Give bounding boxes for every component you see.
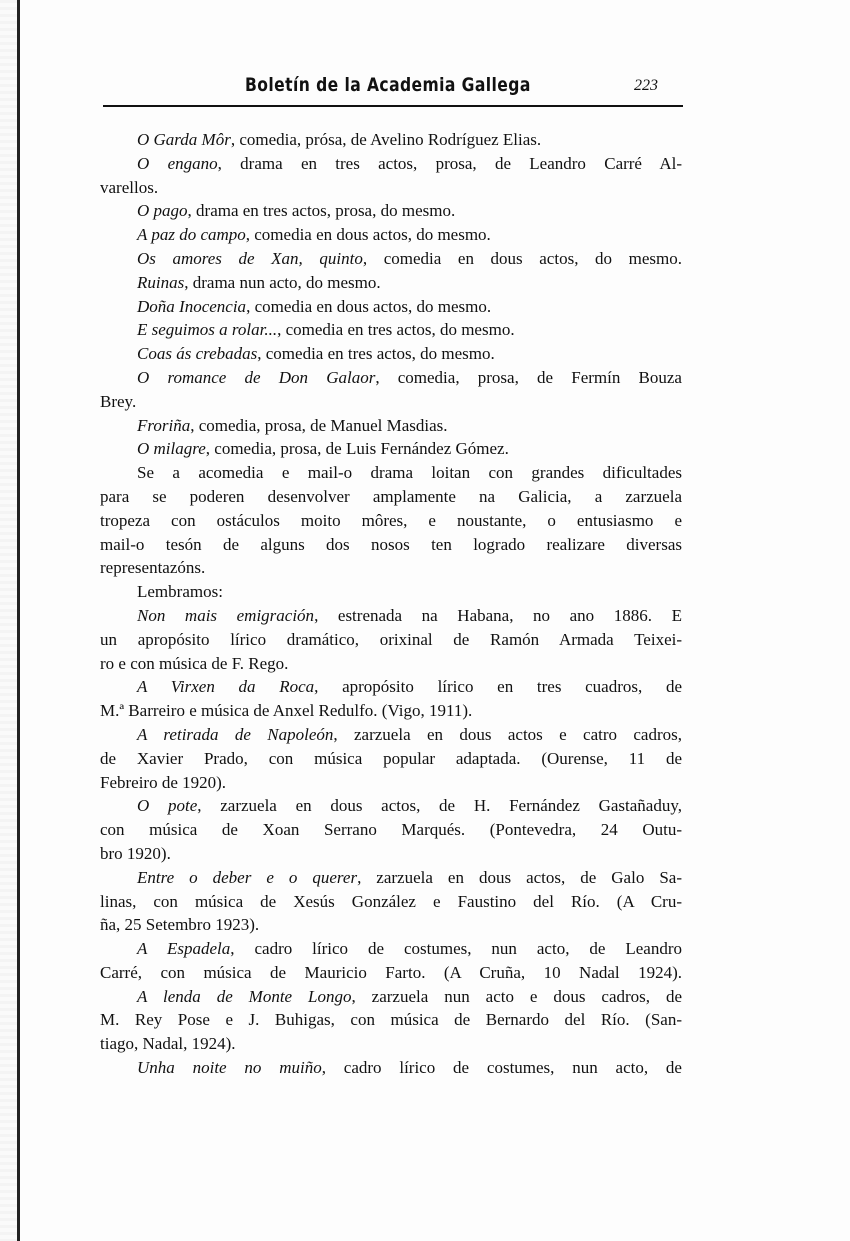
line-text: , comedia en tres actos, do mesmo. — [257, 344, 495, 364]
line-text: Febreiro de 1920). — [100, 772, 227, 792]
line-text: tropeza con ostáculos moito môres, e noustante, o entusiasmo e — [100, 510, 682, 530]
page-number: 223 — [634, 77, 658, 94]
text-line — [100, 628, 682, 652]
text-line — [100, 414, 682, 438]
text-line — [100, 985, 682, 1009]
line-text: , cadro lírico de costumes, nun acto, de — [321, 1058, 682, 1078]
line-text: bro 1920). — [100, 843, 171, 863]
line-text: linas, con música de Xesús González e Faustino del Río. (A Cru- — [100, 891, 682, 911]
text-line — [100, 723, 682, 747]
work-title: E seguimos a rolar... — [137, 320, 278, 340]
text-line — [100, 675, 682, 699]
line-text: tiago, Nadal, 1924). — [100, 1034, 236, 1054]
work-title: Os amores de Xan, quinto — [137, 248, 363, 268]
text-line — [100, 152, 682, 176]
line-text: M. Rey Pose e J. Buhigas, con música de Bernardo del Río. (San- — [100, 1010, 682, 1030]
text-line — [100, 128, 682, 152]
line-text: , comedia en dous actos, do mesmo. — [245, 225, 491, 245]
work-title: Entre o deber e o querer — [137, 867, 358, 887]
text-line — [100, 271, 682, 295]
work-title: A paz do campo — [137, 225, 246, 245]
text-line — [100, 509, 682, 533]
text-line — [100, 604, 682, 628]
line-text: , drama en tres actos, prosa, de Leandro Carré Al- — [217, 153, 682, 173]
line-text: , drama nun acto, do mesmo. — [184, 272, 381, 292]
line-text: de Xavier Prado, con música popular adaptada. (Ourense, 11 de — [100, 748, 682, 768]
work-title: Doña Inocencia — [137, 296, 247, 316]
text-line — [100, 366, 682, 390]
body-text — [100, 128, 682, 1080]
text-line — [100, 890, 682, 914]
work-title: A Espadela — [137, 939, 231, 959]
line-text: , comedia, prosa, de Fermín Bouza — [375, 367, 682, 387]
line-text: , cadro lírico de costumes, nun acto, de Leandro — [230, 939, 682, 959]
line-text: mail-o tesón de alguns dos nosos ten logrado realizare diversas — [100, 534, 682, 554]
text-line — [100, 1056, 682, 1080]
work-title: Coas ás crebadas — [137, 344, 258, 364]
text-line — [100, 223, 682, 247]
line-text: varellos. — [100, 177, 159, 197]
line-text: Brey. — [100, 391, 137, 411]
text-line — [100, 771, 682, 795]
line-text: Carré, con música de Mauricio Farto. (A Cruña, 10 Nadal 1924). — [100, 962, 682, 982]
line-text: Lembramos: — [137, 582, 223, 602]
text-line — [100, 580, 682, 604]
text-line — [100, 461, 682, 485]
line-text: para se poderen desenvolver amplamente na Galicia, a zarzuela — [100, 486, 682, 506]
work-title: O pote — [137, 796, 198, 816]
line-text: , comedia, prósa, de Avelino Rodríguez Elias. — [230, 130, 542, 149]
text-line — [100, 295, 682, 319]
text-line — [100, 199, 682, 223]
text-line — [100, 866, 682, 890]
text-line — [100, 699, 682, 723]
text-line — [100, 556, 682, 580]
line-text: un apropósito lírico dramático, orixinal de Ramón Armada Teixei- — [100, 629, 682, 649]
work-title: A lenda de Monte Longo — [137, 986, 352, 1006]
line-text: , comedia, prosa, de Luis Fernández Gómez. — [205, 439, 509, 459]
line-text: representazóns. — [100, 558, 206, 578]
text-line — [100, 961, 682, 985]
scan-binding-edge — [17, 0, 20, 1241]
line-text: ña, 25 Setembro 1923). — [100, 915, 260, 935]
work-title: Froriña — [137, 415, 191, 435]
text-line — [100, 937, 682, 961]
text-line — [100, 913, 682, 937]
page-header — [100, 74, 682, 104]
text-line — [100, 390, 682, 414]
text-line — [100, 318, 682, 342]
text-line — [100, 652, 682, 676]
line-text: , comedia, prosa, de Manuel Masdias. — [190, 415, 448, 435]
text-line — [100, 1008, 682, 1032]
text-line — [100, 485, 682, 509]
line-text: , drama en tres actos, prosa, do mesmo. — [187, 201, 456, 221]
text-line — [100, 437, 682, 461]
text-line — [100, 794, 682, 818]
line-text: , comedia en dous actos, do mesmo. — [246, 296, 492, 316]
text-line — [100, 842, 682, 866]
text-line — [100, 747, 682, 771]
work-title: O Garda Môr — [137, 130, 231, 149]
text-line — [100, 1032, 682, 1056]
work-title: Ruinas — [137, 272, 185, 292]
line-text: , comedia en tres actos, do mesmo. — [277, 320, 515, 340]
text-line — [100, 247, 682, 271]
work-title: A retirada de Napoleón — [137, 724, 334, 744]
line-text: , zarzuela en dous actos, de Galo Sa- — [357, 867, 682, 887]
line-text: , zarzuela nun acto e dous cadros, de — [351, 986, 683, 1006]
line-text: , estrenada na Habana, no ano 1886. E — [314, 605, 682, 625]
text-line — [100, 533, 682, 557]
line-text: , zarzuela en dous actos e catro cadros, — [333, 724, 683, 744]
line-text: ro e con música de F. Rego. — [100, 653, 289, 673]
work-title: O milagre — [137, 439, 206, 459]
line-text: con música de Xoan Serrano Marqués. (Pontevedra, 24 Outu- — [100, 820, 682, 840]
line-text: Se a acomedia e mail-o drama loitan con grandes dificultades — [137, 463, 682, 483]
header-rule — [103, 105, 683, 107]
work-title: Non mais emigración — [137, 605, 315, 625]
text-line — [100, 176, 682, 200]
work-title: O romance de Don Galaor — [137, 367, 376, 387]
scan-margin — [0, 0, 17, 1241]
running-title: Boletín de la Academia Gallega — [245, 74, 531, 96]
line-text: , comedia en dous actos, do mesmo. — [362, 248, 682, 268]
work-title: O engano — [137, 153, 218, 173]
work-title: O pago — [137, 201, 188, 221]
line-text: , zarzuela en dous actos, de H. Fernández Gastañaduy, — [197, 796, 682, 816]
text-line — [100, 818, 682, 842]
line-text: , apropósito lírico en tres cuadros, de — [314, 677, 682, 697]
work-title: Unha noite no muiño — [137, 1058, 322, 1078]
line-text: M.ª Barreiro e música de Anxel Redulfo. (Vigo, 1911). — [100, 701, 473, 721]
text-line — [100, 342, 682, 366]
work-title: A Virxen da Roca — [137, 677, 315, 697]
